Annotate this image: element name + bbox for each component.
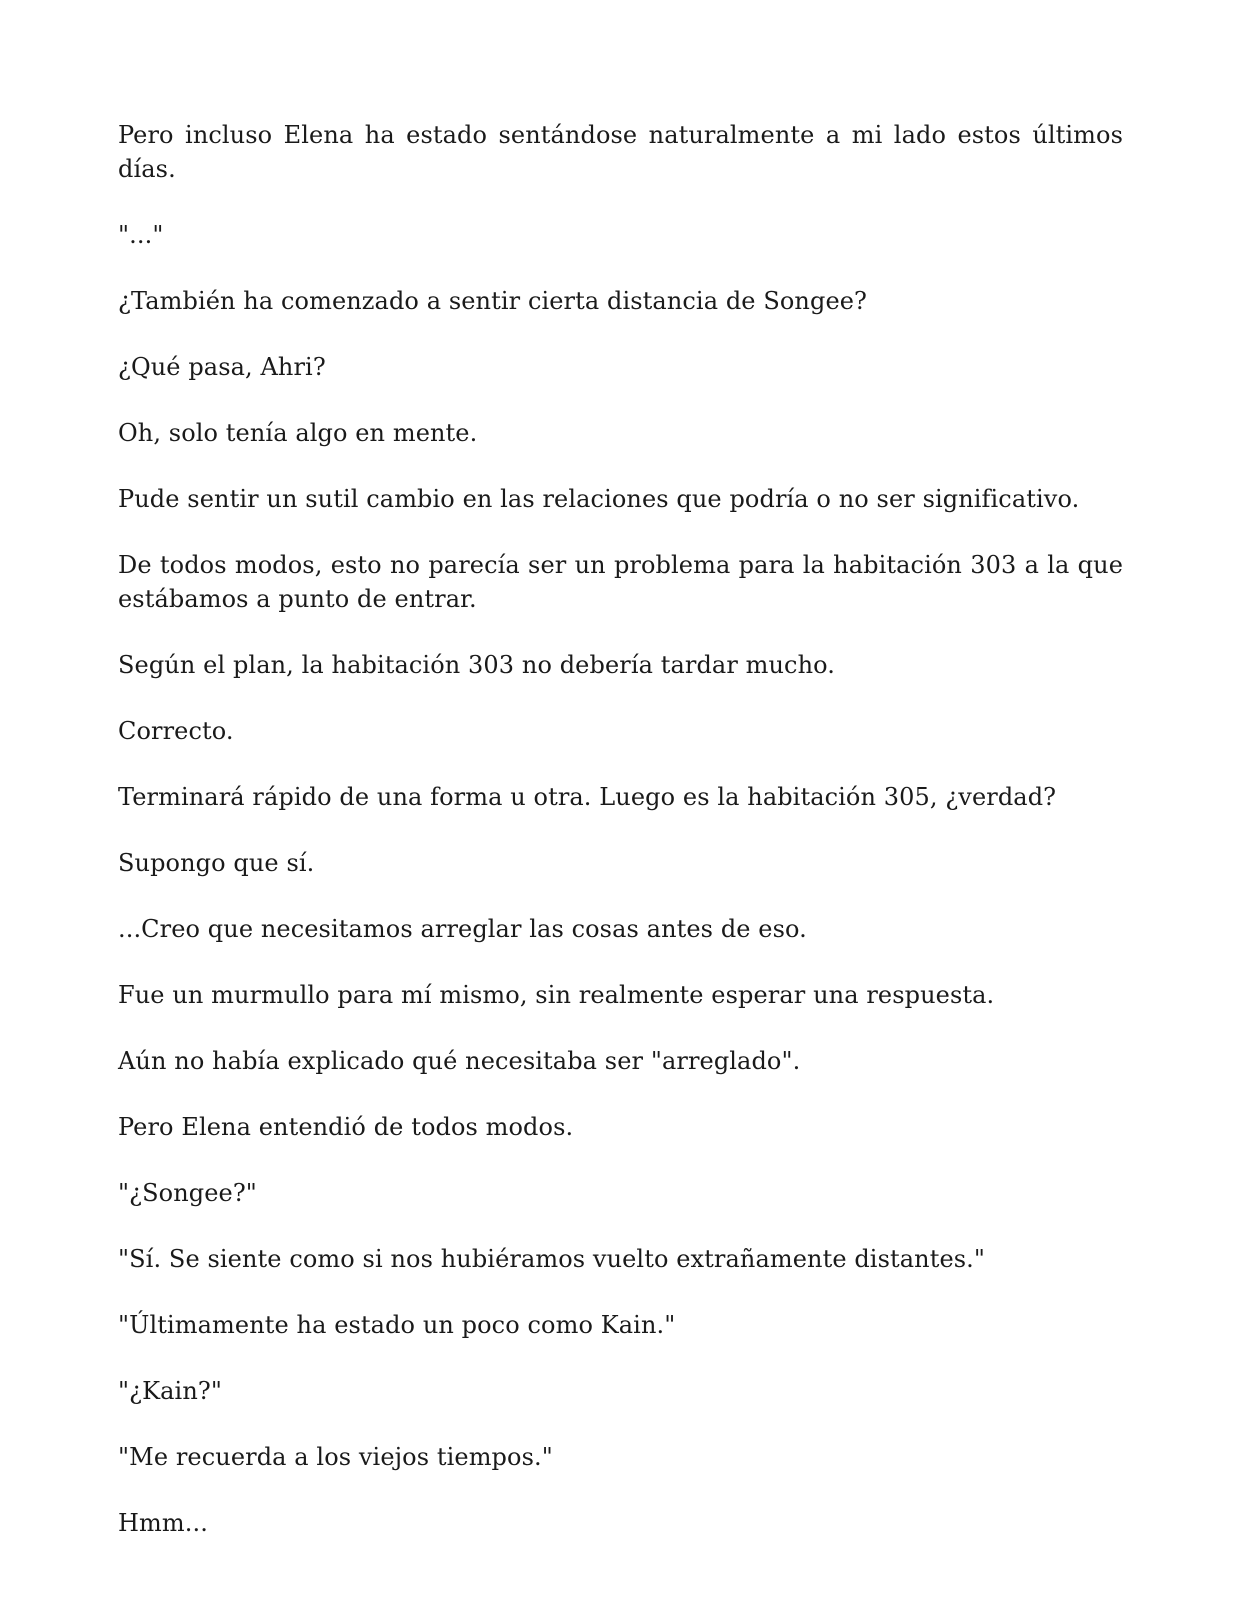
paragraph: ...Creo que necesitamos arreglar las cosas antes de eso.: [118, 915, 807, 943]
paragraph: ¿Qué pasa, Ahri?: [118, 353, 326, 381]
paragraph: Pero Elena entendió de todos modos.: [118, 1113, 574, 1141]
paragraph: "Sí. Se siente como si nos hubiéramos vuelto extrañamente distantes.": [118, 1245, 986, 1273]
paragraph: Correcto.: [118, 717, 234, 745]
paragraph: "...": [118, 221, 164, 249]
paragraph: "¿Kain?": [118, 1377, 222, 1405]
paragraph: Terminará rápido de una forma u otra. Luego es la habitación 305, ¿verdad?: [118, 783, 1057, 811]
paragraph: Pero incluso Elena ha estado sentándose naturalmente a mi lado estos últimos días.: [118, 121, 1123, 183]
paragraph: Pude sentir un sutil cambio en las relaciones que podría o no ser significativo.: [118, 485, 1080, 513]
document-body: [118, 118, 1123, 1572]
paragraph: Supongo que sí.: [118, 849, 315, 877]
paragraph: Fue un murmullo para mí mismo, sin realmente esperar una respuesta.: [118, 981, 995, 1009]
paragraph: "Me recuerda a los viejos tiempos.": [118, 1443, 553, 1471]
paragraph: "¿Songee?": [118, 1179, 257, 1207]
paragraph: ¿También ha comenzado a sentir cierta distancia de Songee?: [118, 287, 868, 315]
paragraph: Oh, solo tenía algo en mente.: [118, 419, 478, 447]
paragraph: "Últimamente ha estado un poco como Kain.": [118, 1311, 676, 1339]
paragraph: Según el plan, la habitación 303 no debería tardar mucho.: [118, 651, 836, 679]
paragraph: De todos modos, esto no parecía ser un problema para la habitación 303 a la que estábamos a punto de entrar.: [118, 551, 1123, 613]
paragraph: Hmm...: [118, 1509, 208, 1537]
paragraph: Aún no había explicado qué necesitaba ser "arreglado".: [118, 1047, 801, 1075]
